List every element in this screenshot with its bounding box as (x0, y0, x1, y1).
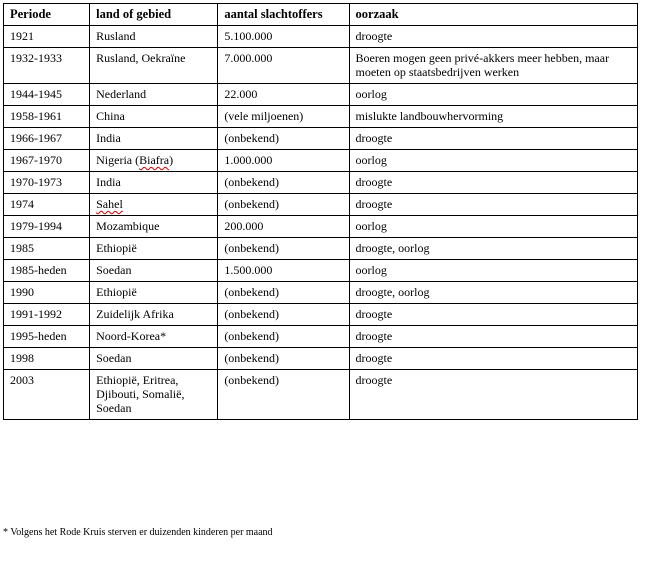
cell-period: 1998 (4, 348, 90, 370)
cell-land: Noord-Korea* (90, 326, 218, 348)
cell-land: India (90, 128, 218, 150)
table-row (4, 260, 638, 282)
cell-period: 1967-1970 (4, 150, 90, 172)
cell-cause: oorlog (349, 216, 637, 238)
table-row (4, 326, 638, 348)
cell-cause: droogte (349, 172, 637, 194)
table-row (4, 26, 638, 48)
cell-victims: (onbekend) (218, 326, 349, 348)
cell-victims: (onbekend) (218, 282, 349, 304)
table-row (4, 172, 638, 194)
table-row (4, 84, 638, 106)
cell-victims: (onbekend) (218, 172, 349, 194)
table-row (4, 238, 638, 260)
cell-period: 2003 (4, 370, 90, 420)
table-body (4, 26, 638, 420)
cell-victims: (onbekend) (218, 304, 349, 326)
cell-victims: 200.000 (218, 216, 349, 238)
cell-land: China (90, 106, 218, 128)
cell-victims: (onbekend) (218, 128, 349, 150)
header-period: Periode (4, 4, 90, 26)
cell-period: 1921 (4, 26, 90, 48)
cell-period: 1974 (4, 194, 90, 216)
table-row (4, 150, 638, 172)
cell-victims: 1.000.000 (218, 150, 349, 172)
table-row (4, 128, 638, 150)
cell-cause: droogte (349, 326, 637, 348)
cell-victims: (onbekend) (218, 194, 349, 216)
cell-land: Zuidelijk Afrika (90, 304, 218, 326)
table-row (4, 282, 638, 304)
cell-land: Rusland, Oekraïne (90, 48, 218, 84)
cell-period: 1985-heden (4, 260, 90, 282)
cell-victims: (onbekend) (218, 238, 349, 260)
cell-land: Nigeria (Biafra) (90, 150, 218, 172)
cell-land: Mozambique (90, 216, 218, 238)
cell-cause: droogte (349, 194, 637, 216)
spellcheck-underline: Sahel (96, 197, 123, 211)
cell-land: Soedan (90, 348, 218, 370)
footnote: * Volgens het Rode Kruis sterven er duizenden kinderen per maand (3, 527, 273, 538)
cell-victims: 1.500.000 (218, 260, 349, 282)
table-row (4, 304, 638, 326)
cell-cause: droogte (349, 348, 637, 370)
cell-land: India (90, 172, 218, 194)
header-land: land of gebied (90, 4, 218, 26)
table-row (4, 216, 638, 238)
cell-cause: oorlog (349, 84, 637, 106)
cell-cause: oorlog (349, 150, 637, 172)
cell-cause: mislukte landbouwhervorming (349, 106, 637, 128)
header-cause: oorzaak (349, 4, 637, 26)
cell-cause: droogte (349, 26, 637, 48)
cell-cause: droogte, oorlog (349, 238, 637, 260)
cell-cause: droogte (349, 370, 637, 420)
cell-period: 1966-1967 (4, 128, 90, 150)
cell-period: 1990 (4, 282, 90, 304)
table-row (4, 370, 638, 420)
cell-land: Ethiopië, Eritrea, Djibouti, Somalië, Soedan (90, 370, 218, 420)
header-victims: aantal slachtoffers (218, 4, 349, 26)
cell-land: Ethiopië (90, 238, 218, 260)
cell-period: 1958-1961 (4, 106, 90, 128)
cell-land: Ethiopië (90, 282, 218, 304)
cell-period: 1932-1933 (4, 48, 90, 84)
cell-victims: 7.000.000 (218, 48, 349, 84)
table-row (4, 48, 638, 84)
header-row (4, 4, 638, 26)
cell-period: 1995-heden (4, 326, 90, 348)
cell-period: 1944-1945 (4, 84, 90, 106)
spellcheck-underline: Biafra (139, 153, 170, 167)
cell-victims: 22.000 (218, 84, 349, 106)
cell-cause: oorlog (349, 260, 637, 282)
cell-cause: droogte (349, 304, 637, 326)
cell-cause: Boeren mogen geen privé-akkers meer hebben, maar moeten op staatsbedrijven werken (349, 48, 637, 84)
cell-cause: droogte (349, 128, 637, 150)
cell-period: 1985 (4, 238, 90, 260)
cell-victims: (onbekend) (218, 348, 349, 370)
cell-victims: (vele miljoenen) (218, 106, 349, 128)
cell-period: 1979-1994 (4, 216, 90, 238)
cell-cause: droogte, oorlog (349, 282, 637, 304)
cell-victims: 5.100.000 (218, 26, 349, 48)
famine-table (3, 3, 638, 420)
table-row (4, 106, 638, 128)
cell-land (90, 194, 218, 216)
cell-land: Nederland (90, 84, 218, 106)
cell-victims: (onbekend) (218, 370, 349, 420)
cell-period: 1991-1992 (4, 304, 90, 326)
table-row (4, 348, 638, 370)
table-row (4, 194, 638, 216)
cell-period: 1970-1973 (4, 172, 90, 194)
cell-land: Soedan (90, 260, 218, 282)
cell-land: Rusland (90, 26, 218, 48)
